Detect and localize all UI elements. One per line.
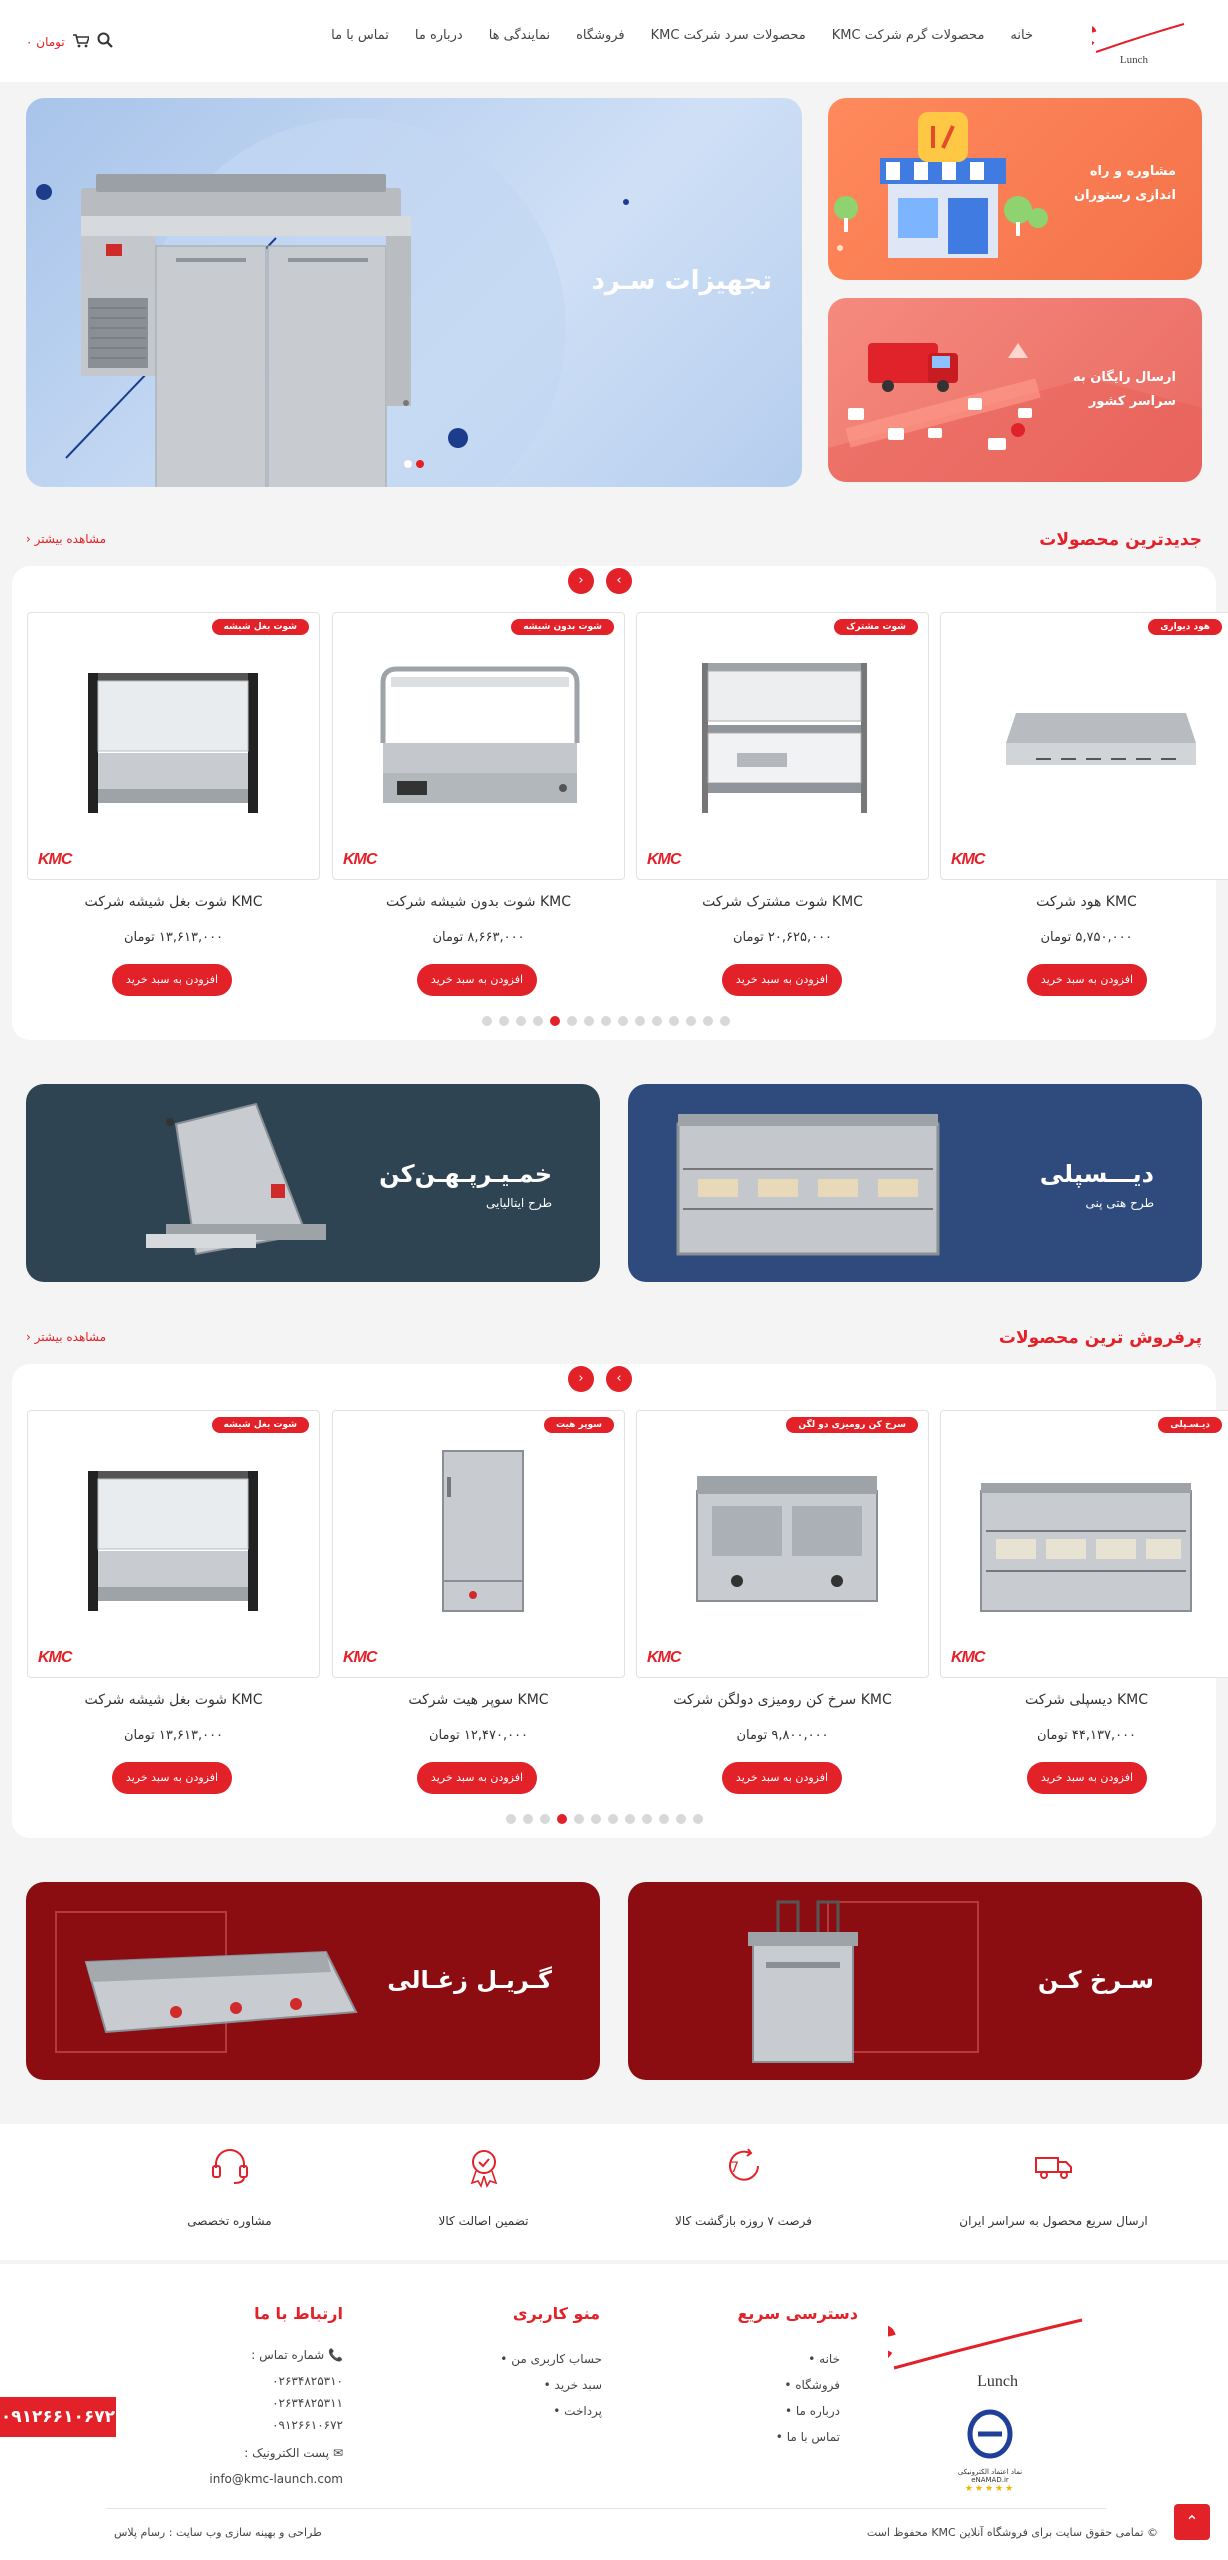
carousel-pagination [506,1814,703,1824]
product-image [637,1431,929,1631]
footer-link-shop[interactable]: فروشگاه • [784,2378,840,2392]
brand-mark: KMC [951,1649,985,1666]
svg-text:Lunch: Lunch [1119,54,1148,66]
footer-email-label: ✉ پست الکترونیک : [244,2446,343,2460]
add-to-cart-button[interactable]: افزودن به سبد خرید [722,964,842,996]
pagination-dot[interactable] [574,1814,584,1824]
footer-link-contact[interactable]: تماس با ما • [776,2430,840,2444]
svg-text:KMC [1092,19,1097,55]
promo-fryer-title: سـرخ کـن [1037,1966,1154,1994]
product-image [28,1431,320,1631]
product-name[interactable]: KMC هود شرکت [1036,894,1137,910]
scroll-to-top-button[interactable] [1174,2504,1210,2540]
pagination-dot[interactable] [499,1016,509,1026]
pagination-dot[interactable] [686,1016,696,1026]
footer-quick-title: دسترسی سریع [737,2304,858,2323]
brand-mark: KMC [647,851,681,868]
nav-contact[interactable]: تماس با ما [331,28,389,43]
side-banner-shipping-text: ارسال رایگان به سراسر کشور [1072,370,1176,409]
pagination-dot[interactable] [625,1814,635,1824]
pagination-dot[interactable] [703,1016,713,1026]
product-price: ۲۰,۶۲۵,۰۰۰ تومان [732,930,833,945]
add-to-cart-button[interactable]: افزودن به سبد خرید [112,1762,232,1794]
pagination-dot[interactable] [618,1016,628,1026]
hero-banner[interactable] [26,98,802,487]
carousel-pagination [482,1016,730,1026]
product-badge: سوپر هیت [544,1417,614,1433]
footer-phone[interactable]: ۰۲۶۳۴۸۲۵۳۱۰ [272,2374,343,2388]
product-card[interactable] [940,1410,1228,1678]
product-price: ۱۳,۶۱۳,۰۰۰ تومان [123,930,224,945]
product-badge: شوت بغل شیشه [212,619,309,635]
pagination-dot[interactable] [642,1814,652,1824]
carousel-prev-button[interactable]: ‹ [568,568,594,594]
product-name[interactable]: KMC دیسپلی شرکت [1025,1692,1148,1708]
footer-link-about[interactable]: درباره ما • [785,2404,840,2418]
site-header [0,0,1228,82]
brand-mark: KMC [343,851,377,868]
product-card[interactable] [27,1410,320,1678]
promo-charcoal-grill[interactable] [26,1882,600,2080]
support-icon [208,2144,252,2188]
brand-mark: KMC [38,851,72,868]
product-image [333,633,625,833]
pagination-dot[interactable] [669,1016,679,1026]
promo-dough-subtitle: طرح ایتالیایی [486,1196,552,1210]
pagination-dot[interactable] [591,1814,601,1824]
product-price: ۱۳,۶۱۳,۰۰۰ تومان [123,1728,224,1743]
promo-dough-title: خمـیـرپـهـن‌کن [379,1160,552,1188]
product-card[interactable] [940,612,1228,880]
pagination-dot[interactable] [506,1814,516,1824]
feature-label: فرصت ۷ روزه بازگشت کالا [675,2214,812,2228]
enamad-icon [950,2404,1030,2464]
feature-item [76,2124,383,2260]
nav-cold-products[interactable]: محصولات سرد شرکت KMC [650,28,806,43]
pagination-dot[interactable] [567,1016,577,1026]
pagination-dot[interactable] [608,1814,618,1824]
product-card[interactable] [636,612,929,880]
promo-dough-sheeter[interactable] [26,1084,600,1282]
svg-text:KMC [888,2314,896,2374]
newest-products-panel [12,566,1216,1040]
feature-label: ارسال سریع محصول به سراسر ایران [959,2214,1148,2228]
product-image [333,1431,625,1631]
bestsellers-section-title: پرفروش ترین محصولات [998,1328,1202,1348]
footer-link-home[interactable]: خانه • [808,2352,840,2366]
carousel-next-button[interactable]: › [606,568,632,594]
site-logo[interactable] [1092,16,1188,68]
brand-mark: KMC [951,851,985,868]
pagination-dot[interactable] [584,1016,594,1026]
pagination-dot[interactable] [516,1016,526,1026]
return-7-icon [722,2144,766,2188]
cart-total[interactable]: ۰ تومان [26,35,65,49]
badge-icon [462,2144,506,2188]
product-image [637,633,929,833]
enamad-badge[interactable] [950,2404,1030,2494]
product-image [28,633,320,833]
pagination-dot[interactable] [659,1814,669,1824]
nav-agencies[interactable]: نمایندگی ها [488,28,551,43]
nav-shop[interactable]: فروشگاه [576,28,625,43]
product-card[interactable] [27,612,320,880]
pagination-dot-active[interactable] [557,1814,567,1824]
nav-about[interactable]: درباره ما [414,28,463,43]
product-name[interactable]: KMC شوت مشترک شرکت [702,894,863,910]
envelope-icon: ✉ [332,2446,343,2460]
add-to-cart-button[interactable]: افزودن به سبد خرید [722,1762,842,1794]
bestsellers-panel [12,1364,1216,1838]
product-name[interactable]: KMC سرخ کن رومیزی دولگن شرکت [673,1692,892,1708]
add-to-cart-button[interactable]: افزودن به سبد خرید [417,1762,537,1794]
pagination-dot[interactable] [523,1814,533,1824]
side-banner-shipping[interactable] [828,298,1202,482]
product-badge: دیـسـپلی [1158,1417,1222,1433]
footer-link-account[interactable]: حساب کاربری من • [500,2352,602,2366]
svg-text:7: 7 [729,2160,739,2176]
pagination-dot[interactable] [533,1016,543,1026]
footer-phone[interactable]: ۰۹۱۲۶۶۱۰۶۷۲ [272,2418,343,2432]
star-rating-icon: ★★★★★ [964,2484,1016,2494]
footer-divider [106,2508,1106,2509]
pagination-dot[interactable] [482,1016,492,1026]
carousel-prev-button[interactable]: ‹ [568,1366,594,1392]
footer-link-cart[interactable]: سبد خرید • [544,2378,602,2392]
chevron-up-icon: ⌃ [1185,2512,1199,2531]
svg-text:Lunch: Lunch [977,2373,1018,2390]
search-icon[interactable] [97,32,113,52]
bestsellers-see-more[interactable]: مشاهده بیشتر ‹ [26,1330,107,1344]
product-price: ۵,۷۵۰,۰۰۰ تومان [1040,930,1133,945]
product-badge: شوت مشترک [834,619,918,635]
hero-title: تجهیزات سـرد [591,266,772,296]
product-name[interactable]: KMC شوت بغل شیشه شرکت [84,1692,263,1708]
product-badge: هود دیواری [1148,619,1222,635]
product-image [941,633,1228,833]
cart-icon[interactable] [73,33,89,52]
footer-logo[interactable] [888,2312,1088,2392]
phone-icon: 📞 [328,2348,343,2362]
feature-label: تضمین اصالت کالا [438,2214,529,2228]
promo-display-title: دیـــسپلی [1039,1160,1154,1188]
add-to-cart-button[interactable]: افزودن به سبد خرید [112,964,232,996]
footer-copyright: © تمامی حقوق سایت برای فروشگاه آنلاین KMC محفوظ است [866,2526,1158,2539]
newest-section-title: جدیدترین محصولات [1039,530,1202,550]
side-banner-consulting[interactable] [828,98,1202,280]
footer-phone[interactable]: ۰۲۶۳۴۸۲۵۳۱۱ [272,2396,343,2410]
pagination-dot[interactable] [635,1016,645,1026]
brand-mark: KMC [38,1649,72,1666]
product-name[interactable]: KMC سوپر هیت شرکت [408,1692,549,1708]
truck-icon [1032,2144,1076,2188]
footer-designer-credit[interactable]: طراحی و بهینه سازی وب سایت : رسام پلاس [114,2526,322,2539]
product-name[interactable]: KMC شوت بغل شیشه شرکت [84,894,263,910]
footer-link-checkout[interactable]: پرداخت • [553,2404,602,2418]
footer-contact-title: ارتباط با ما [254,2304,343,2323]
promo-display-subtitle: طرح هتی پنی [1085,1196,1154,1210]
footer-menu-title: منو کاربری [512,2304,600,2323]
product-badge: سرخ کن رومیزی دو لگن [786,1417,918,1433]
newest-see-more[interactable]: مشاهده بیشتر ‹ [26,532,107,546]
add-to-cart-button[interactable]: افزودن به سبد خرید [417,964,537,996]
pagination-dot-active[interactable] [550,1016,560,1026]
brand-mark: KMC [343,1649,377,1666]
side-banner-consulting-text: مشاوره و راه اندازی رستوران [1074,164,1176,203]
brand-mark: KMC [647,1649,681,1666]
floating-phone-button[interactable]: ۰۹۱۲۶۶۱۰۶۷۲ [0,2397,116,2437]
product-price: ۸,۶۶۳,۰۰۰ تومان [432,930,525,945]
product-card[interactable] [636,1410,929,1678]
promo-display[interactable] [628,1084,1202,1282]
nav-hot-products[interactable]: محصولات گرم شرکت KMC [831,28,985,43]
arrow-left-icon: ‹ [26,532,31,546]
product-price: ۹,۸۰۰,۰۰۰ تومان [736,1728,829,1743]
features-bar [0,2124,1228,2260]
pagination-dot[interactable] [652,1016,662,1026]
pagination-dot[interactable] [693,1814,703,1824]
product-card[interactable] [332,1410,625,1678]
footer-email[interactable]: info@kmc-launch.com [209,2472,343,2486]
pagination-dot[interactable] [720,1016,730,1026]
add-to-cart-button[interactable]: افزودن به سبد خرید [1027,1762,1147,1794]
product-price: ۴۴,۱۳۷,۰۰۰ تومان [1036,1728,1137,1743]
enamad-site: eNAMAD.ir [971,2476,1009,2484]
product-image [941,1431,1228,1631]
add-to-cart-button[interactable]: افزودن به سبد خرید [1027,964,1147,996]
main-nav [305,28,1033,43]
promo-fryer[interactable] [628,1882,1202,2080]
product-name[interactable]: KMC شوت بدون شیشه شرکت [385,894,572,910]
product-price: ۱۲,۴۷۰,۰۰۰ تومان [428,1728,529,1743]
arrow-left-icon: ‹ [26,1330,31,1344]
carousel-next-button[interactable]: › [606,1366,632,1392]
product-card[interactable] [332,612,625,880]
site-footer [0,2264,1228,2560]
pagination-dot[interactable] [601,1016,611,1026]
nav-home[interactable]: خانه [1010,28,1033,43]
pagination-dot[interactable] [540,1814,550,1824]
feature-item [900,2124,1207,2260]
product-badge: شوت بغل شیشه [212,1417,309,1433]
promo-grill-title: گـریـل زغـالی [387,1966,552,1994]
footer-phone-label: 📞 شماره تماس : [251,2348,343,2362]
header-tools [26,32,113,52]
enamad-label: نماد اعتماد الکترونیکی [957,2468,1023,2476]
pagination-dot[interactable] [676,1814,686,1824]
feature-label: مشاوره تخصصی [187,2214,272,2228]
product-badge: شوت بدون شیشه [511,619,614,635]
